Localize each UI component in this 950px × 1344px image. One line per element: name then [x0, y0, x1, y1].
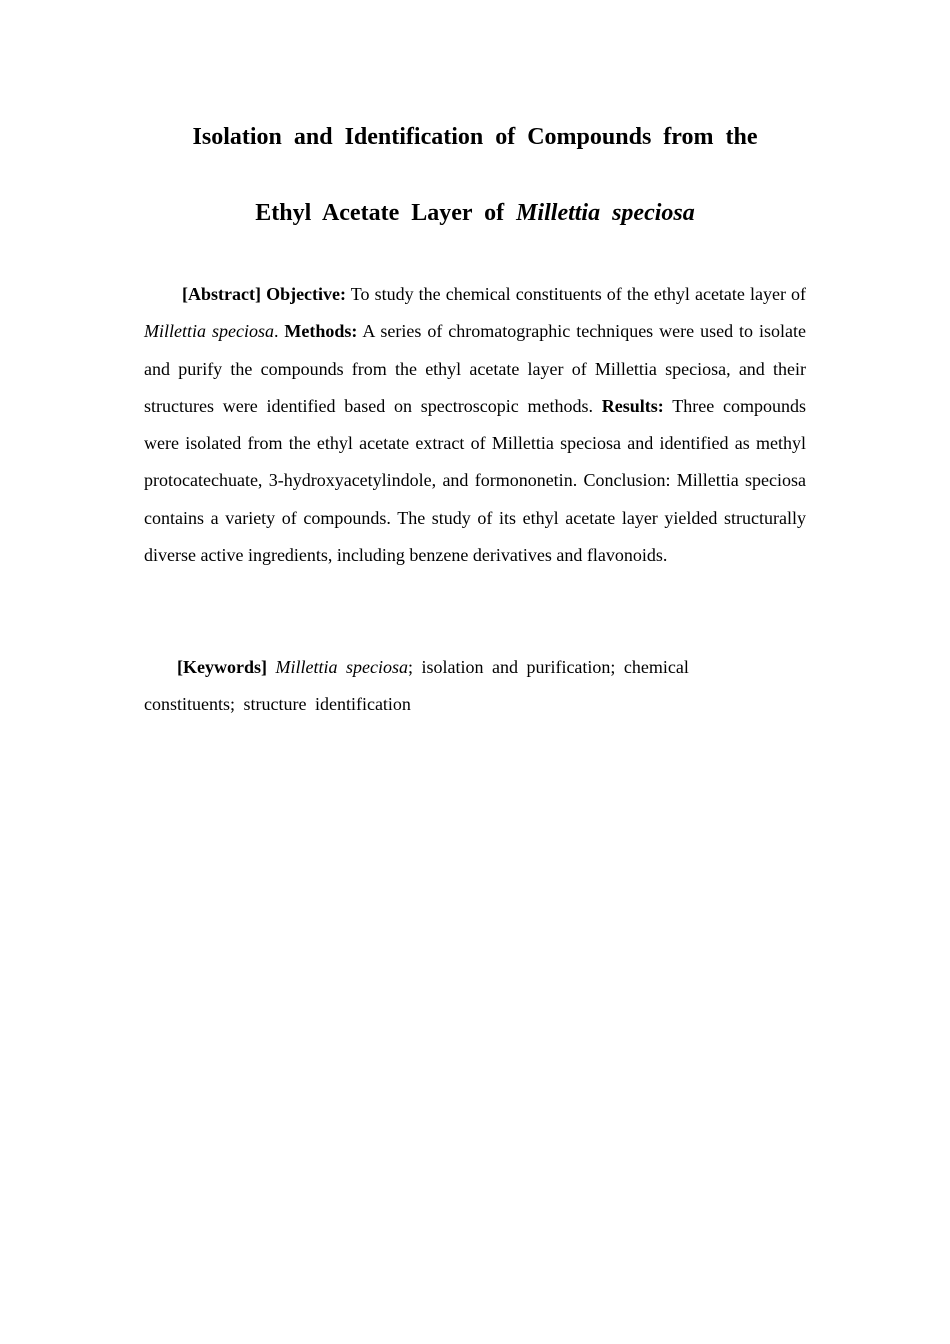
abstract-label: [Abstract]: [182, 284, 261, 304]
paper-title-line-2: [0, 200, 950, 227]
title-text: Isolation and Identification of Compounds from the: [192, 124, 758, 150]
keywords-label: [Keywords]: [177, 657, 267, 677]
title-text-prefix: Ethyl Acetate Layer of: [255, 200, 505, 226]
objective-text: To study the chemical constituents of the ethyl acetate layer of: [350, 284, 807, 304]
keywords-paragraph: [144, 649, 744, 723]
methods-text: A series of chromatographic techniques were used to isolate and purify the compounds from the ethyl acetate layer of Millettia speciosa, and their structures were identified based on spectroscopic methods.: [144, 321, 807, 416]
abstract-paragraph: [144, 276, 806, 574]
objective-species: Millettia speciosa: [144, 321, 274, 342]
results-text: Three compounds were isolated from the ethyl acetate extract of Millettia speciosa and identified as methyl protocatechuate, 3-hydroxyacetylindole, and formononetin. Conclusion: Millettia speciosa contains a variety of compounds. The study of its ethyl acetate layer yielded structurally diverse active ingredients, including benzene derivatives and flavonoids.: [144, 395, 806, 566]
paper-title-line-1: [0, 124, 950, 151]
keywords-species: Millettia speciosa: [275, 657, 408, 677]
objective-end: .: [273, 321, 279, 342]
objective-label: Objective:: [266, 284, 347, 304]
results-label: Results:: [601, 395, 664, 416]
methods-label: Methods:: [284, 321, 358, 342]
keywords-text: ; isolation and purification; chemical constituents; structure identification: [144, 657, 689, 714]
title-species-name: Millettia speciosa: [516, 200, 695, 226]
